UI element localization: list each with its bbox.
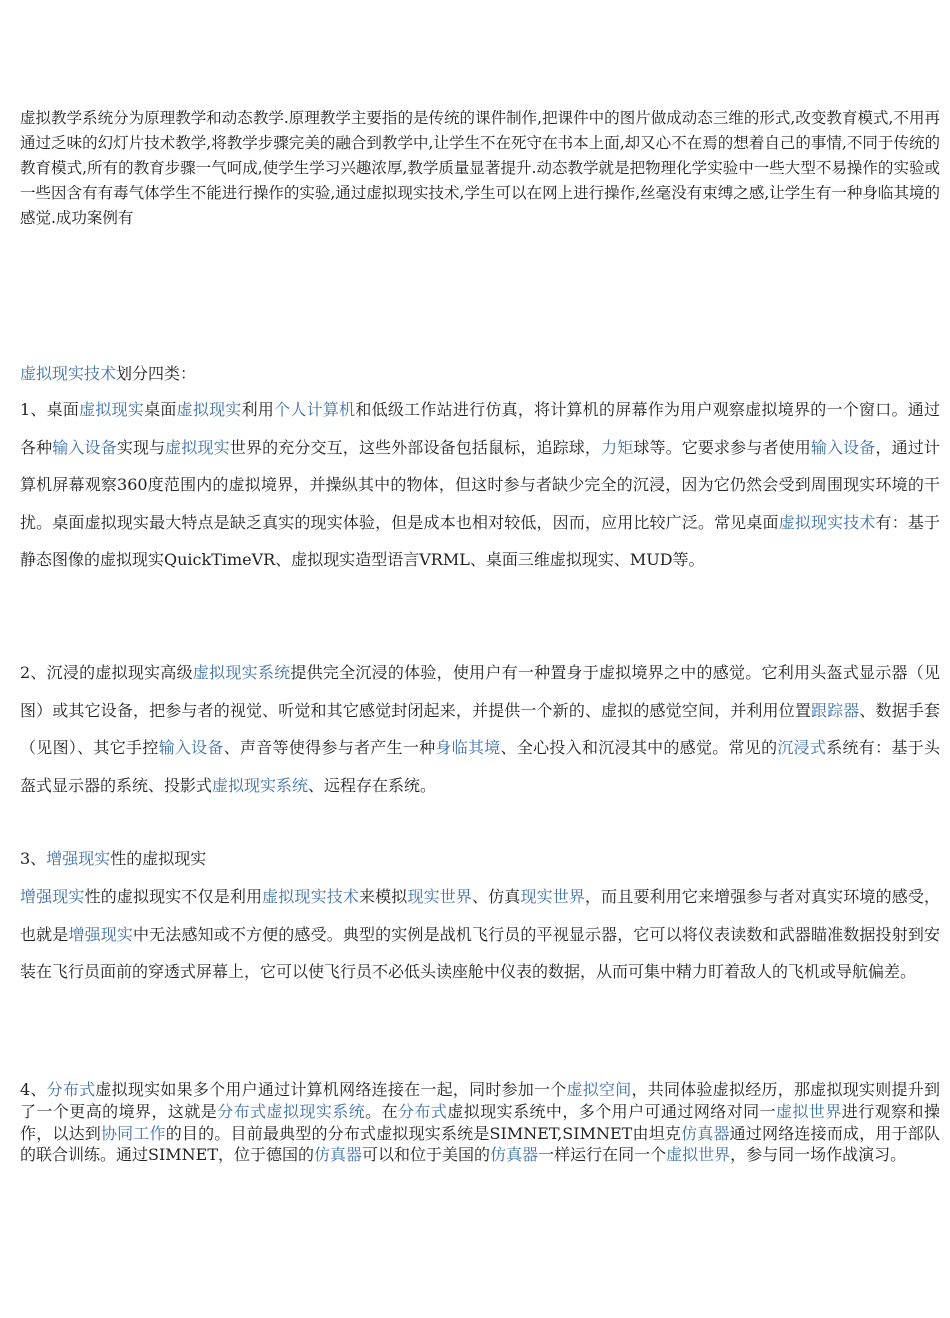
link-augmented-reality[interactable]: 增强现实 <box>46 849 111 868</box>
link-tracker[interactable]: 跟踪器 <box>810 700 860 720</box>
link-input-device[interactable]: 输入设备 <box>810 437 876 457</box>
link-vr[interactable]: 虚拟现实 <box>165 437 230 457</box>
link-vr-tech[interactable]: 虚拟现实技术 <box>778 512 876 532</box>
link-simulator[interactable]: 仿真器 <box>314 1145 363 1165</box>
link-vr[interactable]: 虚拟现实 <box>79 400 145 419</box>
link-virtual-world[interactable]: 虚拟世界 <box>776 1101 842 1121</box>
link-augmented-reality[interactable]: 增强现实 <box>20 887 85 906</box>
link-simulator[interactable]: 仿真器 <box>490 1145 539 1165</box>
link-distributed[interactable]: 分布式 <box>46 1080 96 1099</box>
link-virtual-space[interactable]: 虚拟空间 <box>566 1080 632 1099</box>
link-augmented-reality[interactable]: 增强现实 <box>68 924 134 944</box>
section-1-desktop-vr: 1、桌面虚拟现实桌面虚拟现实利用个人计算机和低级工作站进行仿真，将计算机的屏幕作为用户观察虚拟境界的一个窗口。通过各种输入设备实现与虚拟现实世界的充分交互，这些外部设备包括鼠标，追踪球，力矩球等。它要求参与者使用输入设备，通过计算机屏幕观察360度范围内的虚拟境界，并操纵其中的物体，但这时参与者缺少完全的沉浸，因为它仍然会受到周围现实环境的干扰。桌面虚拟现实最大特点是缺乏真实的现实体验，但是成本也相对较低，因而，应用比较广泛。常见桌面虚拟现实技术有：基于静态图像的虚拟现实QuickTimeVR、虚拟现实造型语言VRML、桌面三维虚拟现实、MUD等。 <box>20 400 940 570</box>
link-input-device[interactable]: 输入设备 <box>158 738 224 758</box>
link-vr-tech[interactable]: 虚拟现实技术 <box>20 364 117 383</box>
link-collaborative-work[interactable]: 协同工作 <box>100 1123 166 1143</box>
link-personal-computer[interactable]: 个人计算机 <box>274 400 356 419</box>
link-distributed-vr-system[interactable]: 分布式虚拟现实系统 <box>217 1101 366 1121</box>
link-vr-tech[interactable]: 虚拟现实技术 <box>262 887 359 906</box>
link-vr-system[interactable]: 虚拟现实系统 <box>212 775 309 795</box>
link-immersive[interactable]: 沉浸式 <box>777 738 827 758</box>
section-3-augmented-vr: 增强现实性的虚拟现实不仅是利用虚拟现实技术来模拟现实世界、仿真现实世界，而且要利用它来增强参与者对真实环境的感受，也就是增强现实中无法感知或不方便的感受。典型的实例是战机飞行员的平视显示器，它可以将仪表读数和武器瞄准数据投射到安装在飞行员面前的穿透式屏幕上，它可以使飞行员不必低头读座舱中仪表的数据，从而可集中精力盯着敌人的飞机或导航偏差。 <box>20 887 940 982</box>
link-simulator[interactable]: 仿真器 <box>681 1123 730 1143</box>
section-2-immersive-vr: 2、沉浸的虚拟现实高级虚拟现实系统提供完全沉浸的体验，使用户有一种置身于虚拟境界之中的感觉。它利用头盔式显示器（见图）或其它设备，把参与者的视觉、听觉和其它感觉封闭起来，并提供一个新的、虚拟的感觉空间，并利用位置跟踪器、数据手套（见图）、其它手控输入设备、声音等使得参与者产生一种身临其境、全心投入和沉浸其中的感觉。常见的沉浸式系统有：基于头盔式显示器的系统、投影式虚拟现实系统、远程存在系统。 <box>20 663 940 795</box>
classification-heading: 虚拟现实技术划分四类： <box>20 364 197 383</box>
link-distributed[interactable]: 分布式 <box>398 1101 448 1121</box>
link-input-device[interactable]: 输入设备 <box>52 437 117 457</box>
link-virtual-world[interactable]: 虚拟世界 <box>666 1145 731 1165</box>
link-immersion[interactable]: 身临其境 <box>435 738 501 758</box>
section-3-heading: 3、增强现实性的虚拟现实 <box>20 849 207 868</box>
link-vr[interactable]: 虚拟现实 <box>176 400 242 419</box>
link-torque[interactable]: 力矩 <box>601 437 634 457</box>
section-4-distributed-vr: 4、分布式虚拟现实如果多个用户通过计算机网络连接在一起，同时参加一个虚拟空间，共同体验虚拟经历，那虚拟现实则提升到了一个更高的境界，这就是分布式虚拟现实系统。在分布式虚拟现实系统中，多个用户可通过网络对同一虚拟世界进行观察和操作，以达到协同工作的目的。目前最典型的分布式虚拟现实系统是SIMNET,SIMNET由坦克仿真器通过网络连接而成，用于部队的联合训练。通过SIMNET，位于德国的仿真器可以和位于美国的仿真器一样运行在同一个虚拟世界，参与同一场作战演习。 <box>20 1080 940 1165</box>
link-vr-system[interactable]: 虚拟现实系统 <box>192 663 291 682</box>
link-real-world[interactable]: 现实世界 <box>520 887 586 906</box>
intro-paragraph: 虚拟教学系统分为原理教学和动态教学.原理教学主要指的是传统的课件制作,把课件中的图片做成动态三维的形式,改变教育模式,不用再通过乏味的幻灯片技术教学,将教学步骤完美的融合到教学中,让学生不在死守在书本上面,却又心不在焉的想着自己的事情,不同于传统的教育模式,所有的教育步骤一气呵成,使学生学习兴趣浓厚,教学质量显著提升.动态教学就是把物理化学实验中一些大型不易操作的实验或一些因含有有毒气体学生不能进行操作的实验,通过虚拟现实技术,学生可以在网上进行操作,丝毫没有束缚之感,让学生有一种身临其境的感觉.成功案例有 <box>20 109 940 227</box>
link-real-world[interactable]: 现实世界 <box>407 887 473 906</box>
